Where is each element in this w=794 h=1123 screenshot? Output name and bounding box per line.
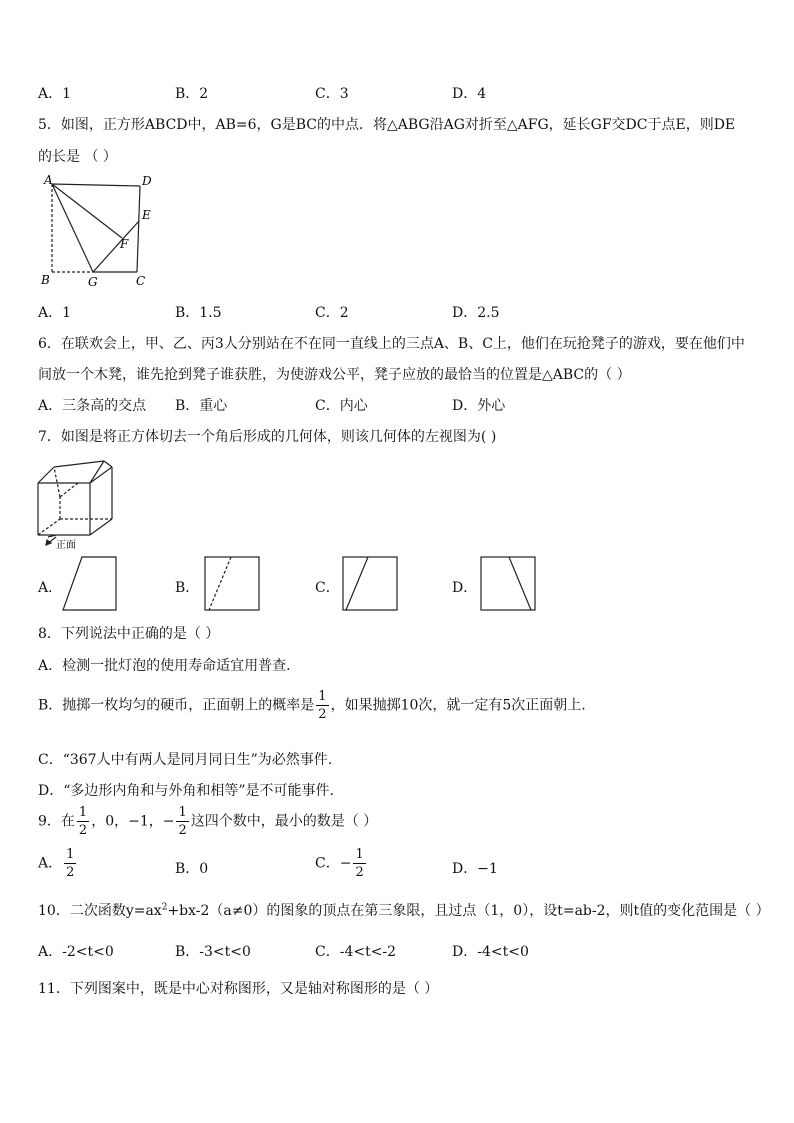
q5-label-c: C	[136, 274, 146, 288]
q5-option-c: C．2	[315, 305, 349, 321]
q9-a-den: 2	[66, 865, 75, 880]
q8-frac-num: 1	[318, 689, 327, 704]
q4-option-a: A．1	[38, 86, 72, 102]
q9-option-c-fraction	[353, 848, 365, 879]
q7-option-a-figure	[60, 555, 118, 613]
q4-options	[38, 83, 738, 103]
q7-cube-figure	[34, 457, 130, 551]
q11-stem: 11．下列图案中，既是中心对称图形，又是轴对称图形的是（ ）	[38, 981, 439, 997]
q10-option-a: A．-2<t<0	[38, 944, 114, 960]
q4-option-d: D．4	[452, 86, 487, 102]
q5-edge-ad	[52, 184, 140, 186]
q5-stem-line2: 的长是 （ ）	[38, 149, 117, 165]
q8-fraction	[316, 690, 328, 721]
q10-options	[38, 941, 738, 961]
q9-stem	[38, 806, 377, 837]
q5-label-e: E	[142, 208, 151, 222]
q5-stem-line1: 5．如图，正方形ABCD中，AB=6，G是BC的中点．将△ABG沿AG对折至△AFG，延长GF交DC于点E，则DE	[38, 117, 736, 133]
q9-pre: 9．在	[38, 813, 75, 830]
q5-option-b: B．1.5	[175, 305, 222, 321]
q7-option-d-figure	[479, 555, 537, 613]
q6-option-b: B．重心	[175, 398, 228, 414]
q5-option-d: D．2.5	[452, 305, 500, 321]
q8-stem: 8．下列说法中正确的是（ ）	[38, 626, 220, 642]
q4-option-b: B．2	[175, 86, 209, 102]
q10-post: +bx-2（a≠0）的图象的顶点在第三象限，且过点（1，0），设t=ab-2，则t值的变化范围是（ ）	[167, 903, 770, 919]
q9-option-a-label: A．	[38, 855, 63, 872]
q7-stem: 7．如图是将正方体切去一个角后形成的几何体，则该几何体的左视图为( )	[38, 429, 497, 445]
q7-option-d: D．	[452, 580, 478, 596]
q9-options	[38, 848, 738, 888]
q5-label-d: D	[142, 174, 152, 188]
q9-post: 这四个数中，最小的数是（ ）	[190, 813, 378, 830]
q5-option-a: A．1	[38, 305, 72, 321]
q8-option-b-post: ，如果抛掷10次，就一定有5次正面朝上.	[330, 697, 586, 714]
q6-option-a: A．三条高的交点	[38, 398, 147, 414]
q9-frac1-num: 1	[78, 805, 88, 820]
q5-label-a: A	[44, 173, 53, 187]
q7-option-c-figure	[341, 555, 399, 613]
q8-option-d: D．“多边形内角和与外角和相等”是不可能事件.	[38, 783, 334, 799]
q9-option-c	[315, 848, 368, 879]
q8-frac-den: 2	[318, 707, 327, 722]
q9-frac2-num: 1	[178, 805, 187, 820]
q9-option-c-label: C．−	[315, 855, 352, 872]
q9-fraction-2	[176, 806, 188, 837]
q9-option-a	[38, 848, 78, 879]
q4-option-c: C．3	[315, 86, 349, 102]
q8-option-b-pre: B．抛掷一枚均匀的硬币，正面朝上的概率是	[38, 697, 315, 714]
q10-pre: 10．二次函数y=ax	[38, 903, 162, 919]
q9-frac2-den: 2	[178, 823, 187, 838]
q5-label-b: B	[41, 273, 50, 287]
q5-options	[38, 302, 738, 322]
q9-a-num: 1	[66, 847, 75, 862]
q5-segment-ag	[52, 184, 93, 272]
q7-option-c: C．	[315, 580, 340, 596]
q9-option-a-fraction	[64, 848, 76, 879]
q5-segment-af	[52, 184, 122, 238]
q9-fraction-1	[77, 806, 89, 837]
q9-mid: ，0，−1，−	[91, 813, 175, 830]
q7-front-label: 正面	[56, 540, 76, 551]
q7-option-b: B．	[175, 580, 200, 596]
q5-segment-ge	[93, 221, 139, 272]
q9-c-den: 2	[355, 865, 364, 880]
q5-square-figure	[38, 172, 168, 290]
q5-label-f: F	[120, 237, 129, 251]
q10-option-c: C．-4<t<-2	[315, 944, 397, 960]
q8-option-a: A．检测一批灯泡的使用寿命适宜用普查.	[38, 658, 291, 674]
q5-edge-dc	[137, 186, 140, 272]
q9-option-b: B．0	[175, 861, 209, 877]
q9-c-num: 1	[355, 847, 364, 862]
q9-frac1-den: 2	[78, 823, 88, 838]
q6-option-c: C．内心	[315, 398, 368, 414]
q10-option-d: D．-4<t<0	[452, 944, 529, 960]
q8-option-c: C．“367人中有两人是同月同日生”为必然事件.	[38, 752, 333, 768]
q10-sup: 2	[161, 902, 168, 913]
q9-option-d: D．−1	[452, 861, 498, 877]
q10-option-b: B．-3<t<0	[175, 944, 251, 960]
q6-option-d: D．外心	[452, 398, 506, 414]
q8-option-b	[38, 690, 586, 721]
q7-option-b-figure	[203, 555, 261, 613]
q5-label-g: G	[88, 275, 98, 289]
q6-options	[38, 395, 738, 415]
q7-option-a: A．	[38, 580, 63, 596]
q6-stem-line2: 间放一个木凳，谁先抢到凳子谁获胜，为使游戏公平，凳子应放的最恰当的位置是△ABC的（ ）	[38, 367, 631, 383]
q6-stem-line1: 6．在联欢会上，甲、乙、丙3人分别站在不在同一直线上的三点A、B、C上，他们在玩抢凳子的游戏，要在他们中	[38, 336, 745, 352]
q10-stem	[38, 900, 770, 920]
